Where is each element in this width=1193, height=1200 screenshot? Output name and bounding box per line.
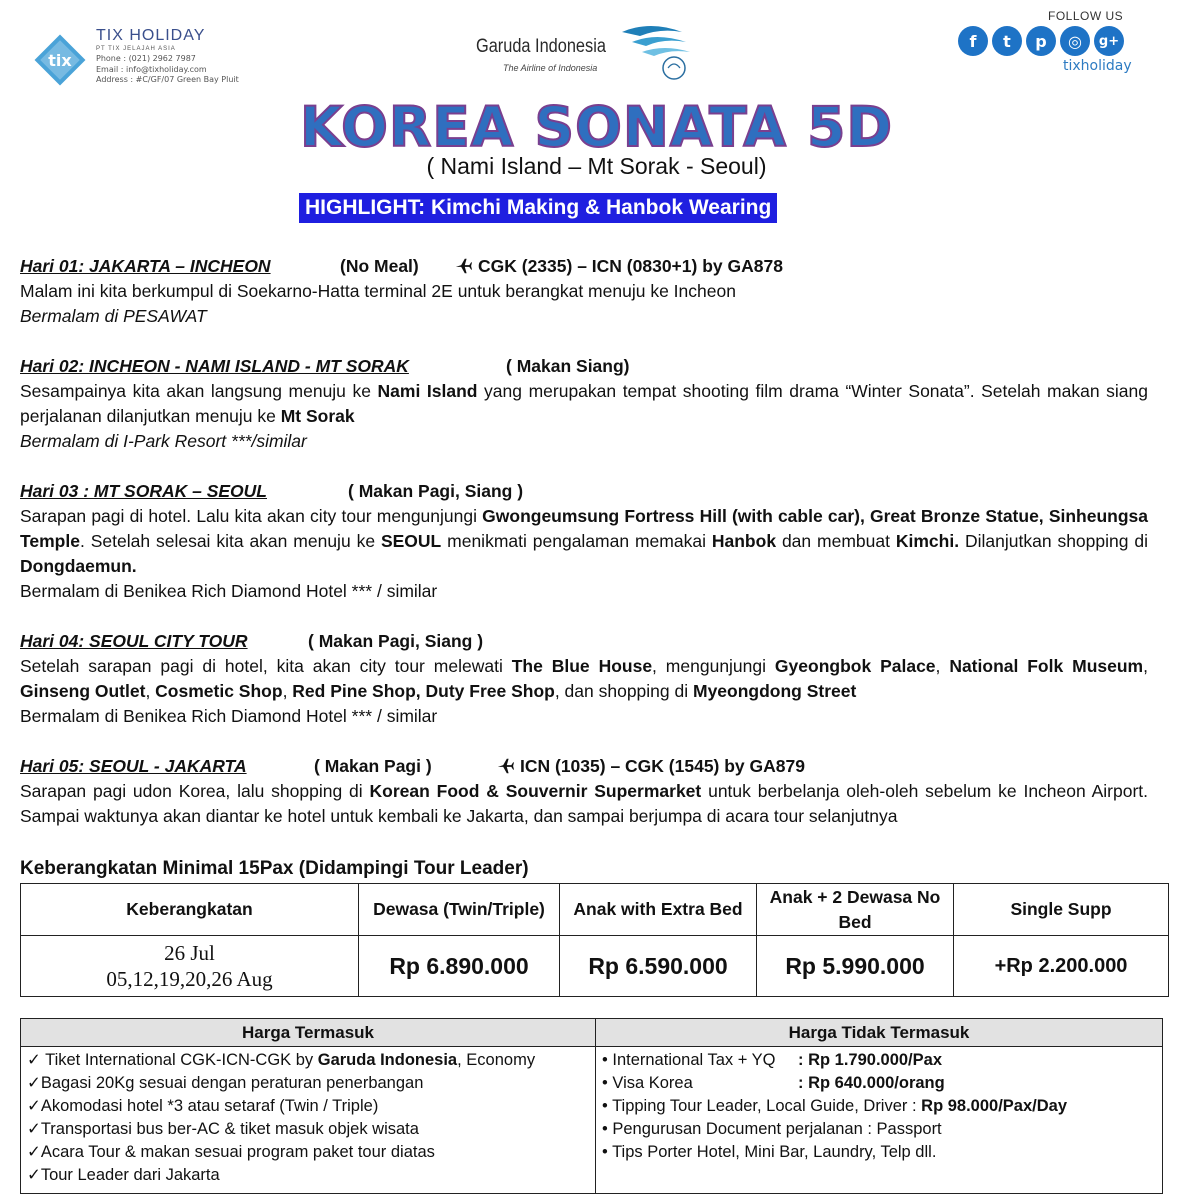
social-icons [958,26,1124,56]
day-03 [20,479,1148,604]
flight-info: ICN (1035) – CGK (1545) by GA879 [520,756,805,776]
day-stay: Bermalam di Benikea Rich Diamond Hotel *** / similar [20,581,438,601]
pinterest-icon[interactable]: p [1026,26,1056,56]
includes-header: Harga Termasuk [21,1019,596,1047]
day-flight [496,754,805,779]
garuda-tagline: The Airline of Indonesia [503,63,598,73]
garuda-bird-icon [620,18,700,88]
price-single-supp: +Rp 2.200.000 [954,936,1169,997]
day-title: Hari 05: SEOUL - JAKARTA [20,756,247,776]
header-child-no-bed: Anak + 2 Dewasa No Bed [757,884,954,936]
price-row [21,936,1169,997]
header-adult: Dewasa (Twin/Triple) [359,884,560,936]
social-handle: tixholiday [1063,58,1132,74]
contact-phone: Phone : (021) 2962 7987 [96,54,196,63]
exclude-item: • Pengurusan Document perjalanan : Passport [602,1120,942,1138]
exclude-item: • Tips Porter Hotel, Mini Bar, Laundry, Telp dll. [602,1143,937,1161]
tix-holiday-company: PT TIX JELAJAH ASIA [96,46,176,52]
date-jul: 26 Jul [164,941,215,965]
date-aug: 05,12,19,20,26 Aug [106,967,273,991]
day-meal: ( Makan Pagi, Siang ) [348,481,524,501]
day-02 [20,354,1148,454]
exclude-item: • Tipping Tour Leader, Local Guide, Driver : Rp 98.000/Pax/Day [602,1097,1067,1115]
exclude-item: • Visa Korea : Rp 640.000/orang [602,1074,945,1092]
includes-list [21,1047,596,1194]
day-stay: Bermalam di PESAWAT [20,306,207,326]
garuda-indonesia-logo-text: Garuda Indonesia [476,36,606,57]
instagram-icon[interactable]: ◎ [1060,26,1090,56]
day-meal: ( Makan Siang) [506,356,630,376]
include-item: ✓ Tiket International CGK-ICN-CGK by Garuda Indonesia, Economy [27,1051,536,1069]
day-title: Hari 03 : MT SORAK – SEOUL [20,481,267,501]
tix-holiday-contact [96,54,239,86]
facebook-icon[interactable]: f [958,26,988,56]
day-05 [20,754,1148,829]
price-table [20,883,1169,997]
price-child-no-bed: Rp 5.990.000 [757,936,954,997]
day-title: Hari 04: SEOUL CITY TOUR [20,631,248,651]
include-item: ✓Acara Tour & makan sesuai program paket tour diatas [27,1143,435,1161]
day-flight [454,254,783,279]
svg-text:tix: tix [48,51,72,70]
contact-address: Address : #C/GF/07 Green Bay Pluit [96,75,239,84]
page-subtitle: ( Nami Island – Mt Sorak - Seoul) [426,153,767,179]
itinerary [20,254,1148,854]
highlight-banner: HIGHLIGHT: Kimchi Making & Hanbok Wearing [299,193,777,223]
exclude-item: • International Tax + YQ : Rp 1.790.000/Pax [602,1051,943,1069]
day-description: Sarapan pagi udon Korea, lalu shopping di Korean Food & Souvernir Supermarket untuk berbelanja oleh-oleh sebelum ke Incheon Airport. Sampai waktunya akan diantar ke hotel untuk kembali ke Jakarta, dan sampai berjumpa di acara tour selanjutnya [20,781,1149,826]
tix-holiday-logo-icon [32,32,88,88]
include-item: ✓Akomodasi hotel *3 atau setaraf (Twin / Triple) [27,1097,379,1115]
day-title: Hari 01: JAKARTA – INCHEON [20,256,271,276]
day-description: Sarapan pagi di hotel. Lalu kita akan city tour mengunjungi Gwongeumsung Fortress Hill (with cable car), Great Bronze Statue, Sinheungsa Temple. Setelah selesai kita akan menuju ke SEOUL menikmati pengalaman memakai Hanbok dan membuat Kimchi. Dilanjutkan shopping di Dongdaemun. [20,506,1148,576]
include-item: ✓Bagasi 20Kg sesuai dengan peraturan penerbangan [27,1074,424,1092]
day-stay: Bermalam di Benikea Rich Diamond Hotel *** / similar [20,706,438,726]
twitter-icon[interactable]: t [992,26,1022,56]
tix-holiday-name: TIX HOLIDAY [96,27,206,44]
header-single-supp: Single Supp [954,884,1169,936]
day-stay: Bermalam di I-Park Resort ***/similar [20,431,307,451]
day-title: Hari 02: INCHEON - NAMI ISLAND - MT SORAK [20,356,409,376]
follow-us-label: FOLLOW US [1048,9,1124,23]
header-departure: Keberangkatan [21,884,359,936]
price-adult: Rp 6.890.000 [359,936,560,997]
page-title: KOREA SONATA 5D [299,95,894,159]
day-01 [20,254,1148,329]
day-description: Malam ini kita berkumpul di Soekarno-Hatta terminal 2E untuk berangkat menuju ke Incheon [20,281,736,301]
airplane-icon [454,257,472,275]
includes-table [20,1018,1163,1194]
price-header-row [21,884,1169,936]
airplane-icon [496,757,514,775]
minimum-departure-label: Keberangkatan Minimal 15Pax (Didampingi Tour Leader) [20,858,529,879]
price-child-extra-bed: Rp 6.590.000 [560,936,757,997]
day-description: Setelah sarapan pagi di hotel, kita akan city tour melewati The Blue House, mengunjungi Gyeongbok Palace, National Folk Museum, Ginseng Outlet, Cosmetic Shop, Red Pine Shop, Duty Free Shop, dan shopping di Myeongdong Street [20,656,1148,701]
flight-info: CGK (2335) – ICN (0830+1) by GA878 [478,256,783,276]
include-item: ✓Transportasi bus ber-AC & tiket masuk objek wisata [27,1120,419,1138]
day-04 [20,629,1148,729]
day-meal: ( Makan Pagi, Siang ) [308,631,484,651]
include-item: ✓Tour Leader dari Jakarta [27,1166,220,1184]
header-child-extra-bed: Anak with Extra Bed [560,884,757,936]
day-description: Sesampainya kita akan langsung menuju ke Nami Island yang merupakan tempat shooting film drama “Winter Sonata”. Setelah makan siang perjalanan dilanjutkan menuju ke Mt Sorak [20,381,1148,426]
google-plus-icon[interactable]: g+ [1094,26,1124,56]
day-meal: (No Meal) [340,256,419,276]
excludes-header: Harga Tidak Termasuk [596,1019,1163,1047]
departure-dates [21,936,359,997]
excludes-list [596,1047,1163,1194]
contact-email: Email : info@tixholiday.com [96,64,207,74]
day-meal: ( Makan Pagi ) [314,756,432,776]
